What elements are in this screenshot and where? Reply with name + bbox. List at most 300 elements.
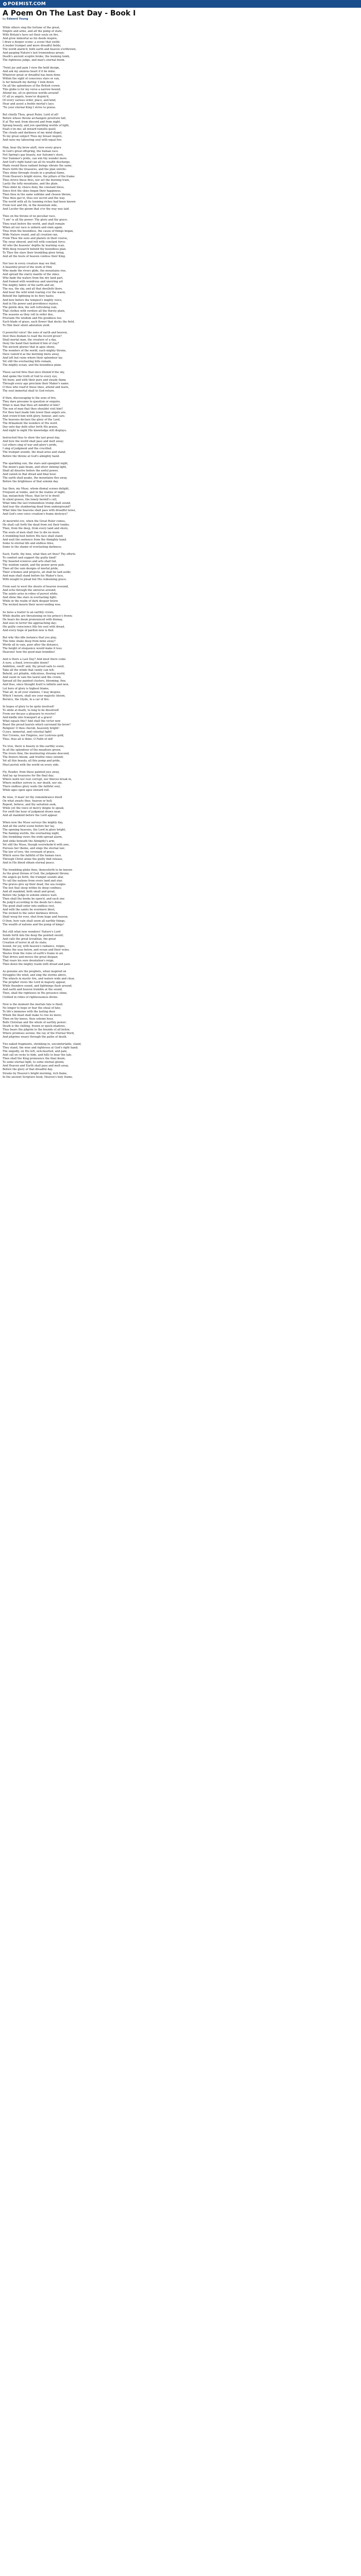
poem-line: Death's ancient sceptre broke, the teeming tomb,: [3, 55, 70, 59]
poem-line: From east to west the shouts of heaven resound,: [3, 585, 69, 589]
poem-line: The world alarm'd, both earth and heaven o'erthrown,: [3, 48, 77, 52]
poem-line: To smile at death, to long to be dissolved!: [3, 708, 59, 712]
poem-line: Fly, Reader, from these painted joys away,: [3, 770, 60, 774]
poem-body: [3, 26, 333, 1079]
poem-line: The earth shall quake, the mountains flee away,: [3, 476, 68, 480]
poem-line: The opening heavens, the Lord in glory bright,: [3, 828, 66, 832]
poem-line: 'Twixt joy and pain I view the bold design,: [3, 66, 60, 70]
poem-line: And God's right hand can all its wealth discharge,: [3, 160, 71, 164]
poem-line: Before the Judge in solemn silence wait.: [3, 894, 58, 897]
poem-line: And spoke the truth of God to every eye,: [3, 375, 58, 378]
poem-line: And God's own voice creation's frame destroys?: [3, 513, 68, 516]
poem-line: Behold, yet pitiable, ridiculous, flowing world,: [3, 672, 65, 676]
poem-line: Say, melancholy Muse, that lov'st to dwell: [3, 495, 60, 498]
poem-line: Where neither sorrow is, nor death, nor sin.: [3, 781, 62, 785]
poem-line: Sprang beauty, and yon sparkling worlds of light,: [3, 124, 70, 128]
poem-line: "I am" is all thy power: Thy glory and thy grace.: [3, 218, 68, 222]
poem-line: Now is the moment the mortals fate is fixed;: [3, 1003, 63, 1006]
poem-line: Day unto day doth utter forth His praise,: [3, 426, 58, 429]
poem-line: To life's immense with the lasting door: [3, 1010, 55, 1013]
poem-line: Which saves the faithful of the human race.: [3, 854, 62, 857]
poem-line: A sure, a fixed, irrevocable doom?: [3, 662, 49, 665]
poem-line: Proclaim His wisdom and His goodness too.: [3, 316, 62, 320]
poem-line: Nor Summer's pride, can win thy wonder more.: [3, 157, 68, 160]
poem-line: And earth and heaven tremble at the sound,: [3, 988, 63, 992]
poem-line: They stand, the wise and righteous at God's right hand;: [3, 1046, 78, 1050]
poem-line: The wonders of the world, each mighty throne,: [3, 349, 67, 353]
stanza-break: [3, 259, 333, 262]
poem-line: Spread all thy painted clusters, blooming, fine,: [3, 680, 67, 683]
poem-line: While in the realm of dark despair below: [3, 600, 58, 603]
poem-line: Whatever great or dreadful has been done: [3, 73, 60, 77]
poem-line: The lost that sleep within its deep confines;: [3, 887, 62, 890]
poem-line: On all the splendours of the British crown.: [3, 84, 61, 88]
poem-line: The trembling globe then, thenceforth to be known: [3, 868, 72, 872]
poem-line: Shall all dissolve before the awful power,: [3, 469, 59, 472]
poem-line: And framed with wondrous and unerring art: [3, 280, 63, 284]
stanza-break: [3, 767, 333, 771]
poem-line: The souls of men shall rise to die no more.: [3, 531, 60, 534]
poem-line: Boast the proud laurels which surround his brow?: [3, 723, 71, 726]
poem-line: Thus thou gav'st, thus our secret and the way.: [3, 197, 65, 200]
poem-line: To Thee the stars their trembling glory bring,: [3, 251, 64, 255]
poem-line: While thunders sound, and lightnings flash around,: [3, 985, 73, 988]
poem-line: The ancient glories that in ages shone,: [3, 346, 56, 349]
poem-line: As the great throne of God, the judgment throne;: [3, 872, 70, 875]
poem-line: Wastes from the ruins of earth's frame in air,: [3, 952, 64, 955]
stanza-break: [3, 927, 333, 930]
poem-line: A beautiful proof of the work of Him: [3, 266, 52, 269]
poem-line: I draw a deeper scene: a scene that yields: [3, 41, 60, 44]
poem-line: Strains by Heaven's bright morning, rich flame,: [3, 1072, 68, 1075]
poem-line: From Heaven's bright stores, the pillars of the frame.: [3, 175, 76, 178]
poem-line: Nor Crowns, nor Empires, nor Lustrous gold,: [3, 734, 64, 738]
poem-line: Some to eternal life and endless bliss,: [3, 541, 55, 545]
poem-line: Sound, for joy, with heaven's radiance, reigns,: [3, 944, 65, 948]
poem-line: What time the last tremendous trump shall sound,: [3, 502, 71, 505]
poem-line: Some to the shame of everlasting darkness.: [3, 545, 62, 549]
poem-line: And how the world shall pass and melt away;: [3, 440, 64, 444]
poem-line: Behold the lightning in its fiery haste;: [3, 295, 54, 298]
poem-line: Then, shall the righteous in His presence shine,: [3, 992, 68, 995]
poem-line: Thus from the boundless, the cause of things began,: [3, 229, 74, 233]
poem-line: Yet burn; and with their pure and steady flame: [3, 378, 67, 382]
poem-line: The heavens declare the glory of the Lord,: [3, 418, 61, 422]
poem-line: Their schemes and projects, all shall be laid aside;: [3, 571, 71, 574]
poem-line: And spread the starry mantle of the skies;: [3, 273, 60, 277]
poem-line: To comfort and support thy guilty kind?: [3, 556, 57, 560]
poem-line: In God's great offspring, the human race.: [3, 149, 59, 153]
poem-line: Let hero of glory is highest blame,: [3, 687, 50, 690]
stanza-break: [3, 459, 333, 462]
poem-line: From rest and life, in the mountain side,: [3, 204, 58, 208]
stanza-break: [3, 62, 333, 66]
poem-line: In hopes of glory to be quite involved!: [3, 705, 55, 708]
stanza-break: [3, 110, 333, 113]
poem-line: Both Christian and the whole of earthly power;: [3, 1021, 67, 1024]
poem-line: 'Tis your eternal King I strive to praise.: [3, 106, 56, 110]
poem-line: Sends forth into the deep the pointed sword;: [3, 934, 64, 937]
poem-line: O joys, immortal, and celestial light!: [3, 731, 52, 734]
stanza-break: [3, 549, 333, 553]
poem-line: Yet still the Muse, though overwhelm'd with awe,: [3, 843, 70, 846]
poem-line: Words all in vain, poor after the distance,: [3, 643, 59, 647]
poem-line: Through every age proclaim their Maker's name.: [3, 382, 70, 385]
poem-line: The righteous judge, and man's eternal doom.: [3, 59, 65, 62]
poem-line: The trumpet sounds, the dead arise and stand,: [3, 451, 66, 454]
poem-line: And left but ruins where their splendour lay.: [3, 357, 63, 360]
poem-line: Wakes the seas below, and ocean and their veins;: [3, 948, 70, 952]
poem-line: Hear and assist a feeble mortal's lays;: [3, 102, 55, 106]
poem-line: The law of love, the covenant of grace,: [3, 850, 56, 854]
poem-line: The mighty ocean, and the boundless plain.: [3, 364, 62, 367]
poem-line: And wait the sentence from the Almighty hand.: [3, 538, 67, 541]
poem-line: The prophet views the Lord in majesty appear,: [3, 981, 66, 985]
poem-line: Is far beneath my daring: I look down: [3, 80, 54, 84]
poem-line: Death is the chilling, frozen or quick-shadows,: [3, 1024, 66, 1028]
poem-line: The good shall enter into endless rest,: [3, 905, 55, 908]
poem-line: Thus, thus all is thine, O Faith of old!: [3, 738, 53, 741]
stanza-break: [3, 367, 333, 371]
poem-line: Made round these radiant beings vibrate the same,: [3, 164, 73, 167]
poem-title: A Poem On The Last Day - Book I: [3, 9, 136, 18]
poem-line: They dare presume to question or enquire,: [3, 400, 61, 403]
poem-line: And grow immortal as his deeds inspire;: [3, 37, 58, 41]
poem-line: Yet still the everlasting hills remain,: [3, 360, 52, 364]
stanza-break: [3, 633, 333, 636]
poem-line: While deaths are threatening on his prince's frown;: [3, 614, 73, 618]
poem-line: Clothed in robes of righteousness divine.: [3, 995, 58, 999]
site-logo[interactable]: [3, 2, 46, 7]
poem-line: Instructed thus to show the last great day,: [3, 436, 60, 440]
stanza-break: [3, 607, 333, 611]
poem-line: Have vanish'd as the morning mists away,: [3, 353, 60, 357]
poem-line: Exalt e'en me; all inward tumults quell;: [3, 128, 56, 131]
poem-line: Empire and arms, and all the pomp of state;: [3, 30, 63, 33]
poem-line: In silent graves, the lonely hermit's cell,: [3, 498, 57, 502]
poem-line: O! all ye angels, howe'er disjoin'd,: [3, 95, 50, 98]
poem-line: What is man that thou art mindful of him?: [3, 403, 60, 407]
poem-container: [3, 9, 333, 1079]
poem-line: Pours forth the treasures, and the plan unrolls:: [3, 167, 67, 171]
poem-line: The flowers bloom, and fruitful vines extend;: [3, 756, 64, 759]
poem-line: In the ancient Scripture book, Heaven's holy frame.: [3, 1075, 73, 1079]
poem-line: What time the heavens shall pass with dreadful noise,: [3, 509, 76, 513]
stanza-break: [3, 516, 333, 520]
poem-line: Those sacred fires that once illumin'd the sky,: [3, 371, 65, 375]
poem-line: Must perish with the world on every side.: [3, 763, 59, 767]
poem-line: And raise my labouring soul with equal fire.: [3, 139, 62, 142]
poem-line: When all our race is unborn and slain again.: [3, 226, 63, 229]
poem-line: With deep research behold thy boundless plan.: [3, 247, 67, 251]
poem-line: A trembling host before His face shall stand,: [3, 534, 63, 538]
poem-line: And sinks beneath the Almighty's arm.: [3, 839, 55, 843]
stanza-break: [3, 741, 333, 745]
poem-line: He shall call forth the dead from out their tombs;: [3, 523, 70, 527]
poem-line: She trembling views the wide-spread alarm,: [3, 836, 63, 839]
poem-line: Repent, believe, and thy salvation seek,: [3, 803, 57, 807]
poem-line: Take all the winds that vanity can tell;: [3, 669, 55, 672]
poem-line: The flaming worlds, the everlasting night,: [3, 832, 60, 836]
poem-line: And tear the slumbering dead from underground?: [3, 505, 71, 509]
poem-line: Before the brightness of that solemn day.: [3, 480, 59, 483]
poem-line: When now the Muse surveys the mighty day,: [3, 821, 63, 825]
poem-line: Let others sing of war and glory's pride,: [3, 444, 57, 447]
poem-line: The graves give up their dead, the sea resigns: [3, 883, 65, 887]
poem-line: Shall mortal man, the creature of a day,: [3, 338, 57, 342]
poem-line: They shine through clouds in a gradual flame,: [3, 171, 65, 175]
poem-line: And with the saints be evermore blest;: [3, 908, 55, 912]
poem-line: While yet the voice of mercy deigns to speak;: [3, 807, 64, 810]
poem-line: The wicked mourn their never-ending woe.: [3, 603, 61, 607]
poem-line: And every hope of pardon now is fled.: [3, 629, 54, 632]
poem-line: That clothes with verdure all the thirsty plain,: [3, 309, 65, 313]
poem-line: And all the awful scene before her lay,: [3, 825, 55, 828]
poem-line: And sees in terror the approaching day;: [3, 621, 57, 625]
poem-line: Each, Earth, thy lone, what then art thou? Thy efforts: [3, 552, 76, 556]
poem-line: Yet all this beauty, all this pomp and pride,: [3, 759, 61, 763]
poem-line: And ask my anxious heart if it be mine.: [3, 70, 56, 73]
poem-line: And crown'd him with glory, honour, and care.: [3, 415, 65, 418]
poem-line: On what awaits thee, heaven or hell;: [3, 799, 53, 803]
poem-line: The rivers flow, the murmuring streams descend,: [3, 752, 70, 756]
poem-line: Before the throne at God's almighty hand.: [3, 454, 60, 458]
poem-line: Then, from the deep, from every land and shore,: [3, 527, 69, 531]
poem-line: Thy boasted sciences and arts shall fail,: [3, 560, 57, 563]
poem-line: A louder trumpet and more dreadful fields;: [3, 44, 61, 48]
poem-line: And all mankind, both small and great,: [3, 890, 56, 894]
poem-line: No longer to hope or fear the shoal of fate;: [3, 1006, 61, 1010]
poem-line: And night to night His knowledge still displays.: [3, 429, 67, 433]
poem-line: That all, in all your stations, I may despise,: [3, 690, 61, 694]
poem-line: Be judg'd according to the deeds he's done;: [3, 901, 62, 905]
poem-line: The son of man that thou shouldst visit him?: [3, 407, 63, 411]
poem-line: Thy wisdom vanish, and thy power grow pale.: [3, 563, 65, 567]
poem-line: To my great subject Thou my breast inspire,: [3, 135, 63, 139]
poem-line: The seasons as they roll in order due,: [3, 313, 54, 316]
poem-line: The world with all its teeming riches had been known: [3, 200, 76, 204]
poem-line: Since first the skies began their happiness.: [3, 190, 61, 193]
poem-line: And Heaven and Earth shall pass and melt away,: [3, 1064, 69, 1068]
poem-line: O then, how vain shall seem all earthly things,: [3, 919, 66, 923]
poem-line: And bow before the tempest's mighty voice,: [3, 298, 62, 302]
poem-line: This globe is for my verse a narrow bound;: [3, 88, 61, 91]
stanza-break: [3, 792, 333, 796]
poem-line: Shall weep for ever, shut from hope and heaven.: [3, 916, 69, 919]
poem-line: Nor less in every creature may we find,: [3, 262, 56, 266]
poem-line: The saints arise in robes of purest white,: [3, 592, 58, 596]
poem-line: Bernice, the Glyde, in a car of fire.: [3, 698, 50, 701]
poem-line: Creation of terror in all its state;: [3, 941, 47, 944]
poem-line: Religion! O thou cherub, heavenly bright!: [3, 727, 60, 731]
poem-line: That drives and moves the great despair,: [3, 956, 58, 959]
poem-line: The moon's pale beam, and silver shining light,: [3, 465, 67, 469]
poem-line: Thus strove these fires, nor set the burning train,: [3, 178, 70, 182]
stanza-break: [3, 865, 333, 869]
poem-line: The height of eloquence would make it less;: [3, 647, 62, 651]
stanza-break: [3, 582, 333, 585]
poem-line: The wealth of nations and the pomp of kings!: [3, 923, 64, 926]
stanza-break: [3, 702, 333, 705]
poem-line: In all the splendour of the meadows green;: [3, 749, 61, 752]
poem-line: Be wise, O man! let thy remembrance dwell: [3, 795, 62, 799]
poem-line: While others sing the fortune of the great,: [3, 26, 60, 29]
stanza-break: [3, 328, 333, 331]
poem-line: Then shall the King pronounce the final doom,: [3, 1057, 66, 1061]
poem-line: Say then, my Muse, whom dismal scenes delight,: [3, 487, 70, 490]
poem-line: And gasping Nature's last tremendous groan;: [3, 52, 65, 55]
poem-line: And hear the wild wind roaring o'er the waste,: [3, 291, 67, 295]
stanza-break: [3, 999, 333, 1003]
poem-line: And pilgrims weary through the paths of death.: [3, 1036, 68, 1039]
poem-line: As genuine are the prophets, when inspired on: [3, 970, 67, 974]
poem-line: He hears his doom pronounced with dismay,: [3, 618, 63, 621]
poem-line: For swift the hour of judgment draws near,: [3, 810, 61, 814]
poem-line: And vanish in that dread and final hour.: [3, 472, 57, 476]
poem-line: I sing of judgment and the crucified.: [3, 447, 53, 451]
poem-line: From our decays a pleasure to receive!: [3, 712, 56, 716]
poem-byline: [3, 18, 333, 21]
poem-line: And in His blood obtain eternal peace.: [3, 861, 55, 865]
poem-line: This time shake deep from mine away?: [3, 639, 56, 643]
poem-author-link[interactable]: Edward Young: [7, 18, 28, 21]
poem-line: While ages upon ages onward roll.: [3, 788, 50, 792]
poem-line: And all the hosts of heaven confess their King.: [3, 255, 66, 258]
poem-line: The sparkling sun, the stars and spangled night,: [3, 462, 69, 465]
byline-label: by: [3, 18, 6, 21]
stanza-break: [3, 1039, 333, 1043]
poem-line: And lay up treasures for the final day;: [3, 774, 54, 777]
poem-line: O powerful voice! the sons of earth and heaven,: [3, 331, 68, 334]
poem-line: With Britain's hero set their souls on fire,: [3, 33, 59, 37]
poem-line: Man, bear thy brow aloft; view every grace: [3, 146, 61, 149]
poem-line: Tis true, there is beauty in this earthly scene,: [3, 745, 64, 749]
poem-line: The wheels in mystic fire, and waters wide and clear,: [3, 977, 75, 981]
poem-line: Each blade of grass, each flower that decks the field,: [3, 320, 75, 324]
poem-line: Struggles the wind, and sing the storms above,: [3, 974, 67, 977]
poem-line: Then down the mighty realm with dread and pain.: [3, 963, 71, 967]
poem-line: Through Christ alone the guilty find release,: [3, 857, 63, 861]
poem-line: That roars his sure desolation's reign,: [3, 959, 55, 963]
stanza-break: [3, 967, 333, 970]
poem-line: Then all the vain designs of mortal pride,: [3, 567, 59, 570]
poem-line: Where moth nor rust corrupt, nor thieves break in,: [3, 777, 72, 781]
poem-line: To some eternal light, to some eternal gloom;: [3, 1061, 64, 1064]
poem-line: And Lucifer the gloom that o'er the way was laid.: [3, 208, 70, 211]
poem-line: The clouds and darkness of my mind dispel;: [3, 131, 62, 135]
poem-line: And shine like stars in everlasting light;: [3, 596, 57, 600]
logo-icon: [3, 2, 7, 6]
poem-line: The mighty fabric of the earth and air,: [3, 284, 55, 287]
poem-line: There endless glory waits the faithful soul,: [3, 785, 61, 788]
site-header: [0, 0, 361, 8]
poem-line: Before the glory of that dreadful day.: [3, 1068, 53, 1072]
poem-line: The sea, the sky, and all that dwelleth there.: [3, 287, 63, 291]
poem-line: Then thou in the same sublime and chosen throne,: [3, 193, 72, 197]
poem-line: But still what new wonders! Nature's Lord: [3, 930, 61, 934]
poem-line: To Him their silent adoration yield.: [3, 324, 51, 327]
poem-line: O thou who read'st these lines, attend and learn,: [3, 385, 69, 389]
poem-line: And in His power and providence rejoice.: [3, 302, 59, 306]
poem-line: Thou didst by choice deny the constant bless,: [3, 186, 64, 190]
poem-line: Which I mourn, shall see your majestic bloom,: [3, 694, 65, 698]
poem-line: At mournful eve, when the Great Ruler comes,: [3, 520, 66, 523]
poem-line: And calls the great leviathan, the great: [3, 937, 56, 941]
poem-line: And is there a Last Day? And must there come: [3, 658, 66, 662]
poem-line: Then on thy knees, thou solemn hour,: [3, 1017, 54, 1021]
poem-line: And call on rocks to hide, and hills to bear the tale.: [3, 1054, 72, 1057]
stanza-break: [3, 654, 333, 658]
poem-line: From Thee the suns and planets in their course,: [3, 236, 68, 240]
poem-line: To call the nations from every land and star;: [3, 879, 63, 883]
poem-line: Who bade the waters from the dry land part,: [3, 277, 63, 280]
poem-line: Ambition, swell! and, thy proud sails to swell,: [3, 665, 65, 669]
poem-line: And all mankind before the Lord appear.: [3, 814, 58, 818]
poem-line: Thee on the throne of no peculiar race,: [3, 215, 56, 218]
poem-line: Within the sight of conscious stars or sun,: [3, 77, 60, 80]
poem-line: Attend me, all ye glorious worlds around!: [3, 91, 59, 95]
stanza-break: [3, 393, 333, 397]
poem-line: All who the heavens' depths by learning scan,: [3, 244, 65, 247]
poem-line: Frequent at tombs, and in the realms of night,: [3, 491, 66, 494]
poem-line: Whom the dead shall make to rise no more;: [3, 1013, 62, 1017]
poem-line: With nought to plead but His redeeming grace.: [3, 578, 67, 582]
poem-line: And thus, since thought itself is infinite and new,: [3, 683, 69, 687]
poem-line: Thy soul immortal shall to God return.: [3, 389, 55, 393]
stanza-break: [3, 143, 333, 146]
poem-line: The wicked to the outer darkness driven,: [3, 912, 59, 916]
poem-line: If at Thy nod, from discord and from night,: [3, 121, 61, 124]
poem-line: Thus bears the pilgrim to the bounds of all below,: [3, 1028, 70, 1031]
poem-line: Before whose throne archangels prostrate fall;: [3, 117, 67, 121]
poem-line: Pursues her theme, and sings the eternal law;: [3, 846, 65, 850]
poem-line: And vaunt in vain the laurel and the crown,: [3, 676, 62, 680]
poem-line: His guilty conscience fills his soul with dread,: [3, 625, 65, 629]
poem-line: Heavens! how the good man trembles!: [3, 651, 56, 654]
poem-line: But why this idle instance that you play,: [3, 636, 57, 639]
poem-line: Not Spring's gay beauty, nor Autumn's store,: [3, 153, 64, 157]
poem-line: So fares a traitor to an earthly crown,: [3, 611, 54, 614]
poem-line: Where promises serene; the ray of the Eternal Word,: [3, 1031, 75, 1035]
stanza-break: [3, 484, 333, 487]
poem-line: Wide Nature round, and all creation ran.: [3, 233, 58, 236]
poem-line: Of every various order, place, and kind,: [3, 98, 56, 102]
poem-line: Dost thou disdain to read the record given?: [3, 334, 62, 338]
poem-line: Deny the hand that fashion'd him of clay?: [3, 342, 59, 346]
poem-line: The firmament the wonders of His word.: [3, 422, 58, 426]
poem-line: Lastly the lofty mountains, and the plain.: [3, 182, 59, 186]
stanza-break: [3, 211, 333, 215]
stanza-break: [3, 433, 333, 436]
poem-line: Then shall the books be open'd, and each one: [3, 897, 65, 901]
poem-line: For thou hast made him lower than angels are,: [3, 411, 67, 414]
poem-line: And echo through the universe around;: [3, 589, 56, 592]
poem-line: Two naked fragments, shrinking in, uncomfortable, stand,: [3, 1043, 82, 1046]
poem-line: His angels go forth, the trumpet sounds afar,: [3, 875, 64, 879]
poem-line: If then, discouraging to the sons of fire,: [3, 396, 57, 400]
poem-line: Thy sway obeyed, and roll with constant force.: [3, 240, 66, 244]
poem-line: And kindle into transport at a grave!: [3, 716, 53, 719]
poem-line: What equals this? And shall the victor now: [3, 719, 61, 723]
stanza-break: [3, 818, 333, 821]
poem-line: But chiefly Thou, great Ruler, Lord of all!: [3, 113, 59, 117]
logo-text: POEMIST.COM: [8, 1, 46, 7]
poem-line: And man shall stand before his Maker's face,: [3, 574, 64, 578]
poem-line: The gentle dew, the soft refreshing rain,: [3, 306, 58, 309]
poem-line: The ungodly, on His left, sick-hearted, and pale,: [3, 1050, 68, 1054]
poem-line: Who made the rivers glide, the mountains rise,: [3, 269, 67, 273]
poem-line: Thou wast before the world, and shalt remain: [3, 222, 65, 226]
